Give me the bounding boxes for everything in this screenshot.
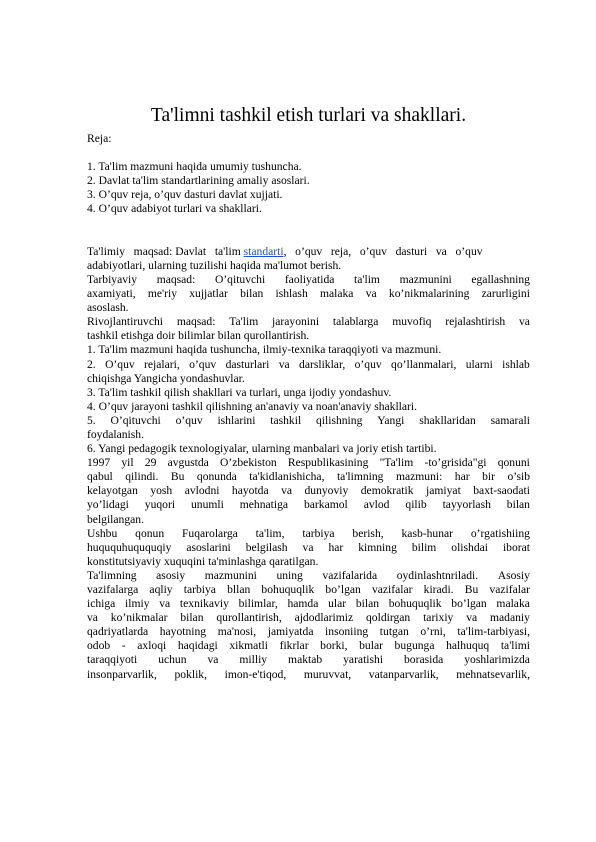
paragraph-line: foydalanish. (87, 427, 144, 441)
reja-label: Reja: (87, 132, 112, 145)
word: bir (482, 470, 495, 484)
word: qonun (135, 526, 165, 540)
word: hayotda (231, 484, 269, 498)
word: mazmuni: (395, 470, 443, 484)
word: vazifalarga (87, 583, 139, 596)
word: asosiy (156, 568, 186, 582)
text-segment: , o’quv reja, o’quv dasturi va o’quv (283, 244, 483, 258)
word: jamiyat (426, 484, 461, 498)
paragraph-line (87, 527, 530, 541)
word: maqsad: (156, 272, 196, 286)
plan-item: 3. O’quv reja, o’quv dasturi davlat xujjati. (87, 188, 283, 202)
word: dunyoviy (304, 484, 349, 498)
word: belgilash (245, 540, 288, 554)
word: va (207, 653, 219, 667)
word: muvofiq (392, 315, 432, 329)
word: Ushbu (87, 526, 118, 540)
word: bular (359, 639, 383, 653)
word: olishdai (451, 540, 488, 554)
word: fikrlar (279, 639, 309, 653)
word: qilindi. (125, 470, 159, 484)
word: maqsad: (176, 315, 216, 329)
word: darsliklar, (299, 357, 346, 371)
word: barkamol (303, 498, 348, 512)
paragraph-line (87, 611, 530, 625)
word: tashkil (270, 413, 302, 427)
word: axloqi (137, 639, 167, 653)
word: O’qituvchi (110, 413, 161, 427)
word: oydinlashtnriladi. (396, 568, 479, 582)
word: yo’lidagi (87, 498, 129, 512)
word: avgustda (167, 456, 209, 470)
paragraph-line (87, 287, 530, 301)
word: ularni (465, 357, 493, 371)
word: mehnatiga (239, 498, 289, 512)
word: ma'nosi, (217, 625, 257, 639)
word: texnikaviy (179, 597, 229, 611)
word: o’quv (189, 357, 217, 371)
word: talablarga (332, 315, 379, 329)
word: jamiyatda (267, 625, 314, 639)
word: odob (87, 639, 111, 653)
paragraph-line (87, 470, 530, 484)
paragraph-line (87, 484, 530, 498)
word: - (121, 639, 126, 653)
paragraph-line (87, 498, 530, 512)
word: bohuquqlik (261, 583, 315, 596)
word: insonparvarlik, (87, 667, 157, 681)
word: bilan (355, 597, 380, 611)
word: uning (276, 568, 303, 582)
word: taraqqiyoti (87, 653, 138, 667)
word: qonunda (196, 470, 237, 484)
word: bohuquqlik (388, 597, 442, 611)
word: o’quv (354, 357, 382, 371)
word: va (519, 315, 530, 329)
text-segment: Ta'limiy maqsad: Davlat ta'lim (87, 244, 244, 258)
word: dasturlari (225, 357, 270, 371)
paragraph-line (87, 358, 530, 372)
page-title: Ta'limni tashkil etish turlari va shakllari. (150, 105, 467, 126)
word: bilim (411, 540, 437, 554)
word: tayyorlash (442, 498, 491, 512)
word: baxt-saodati (473, 484, 530, 498)
word: Tarbiyaviy (87, 272, 138, 286)
word: jarayonini (272, 315, 320, 329)
word: huququhuququqiy (87, 540, 172, 554)
word: ko’nikmalarining (388, 287, 470, 301)
word: avlodni (184, 484, 220, 498)
word: Ta'limning (87, 568, 137, 582)
word: tarbiya (183, 583, 216, 596)
word: ta'lim (354, 272, 380, 286)
paragraph-line (87, 639, 530, 653)
word: ta'lim, (255, 526, 285, 540)
word: vazifalarida (322, 568, 378, 582)
paragraph-line: asoslash. (87, 301, 129, 315)
word: berish, (352, 526, 384, 540)
word: Fuqarolarga (181, 526, 238, 540)
word: unumli (190, 498, 224, 512)
word: bilan (506, 498, 530, 512)
word: ta'kidlanishicha, (249, 470, 325, 484)
word: ta'lim-tarbiyasi, (457, 625, 530, 639)
word: tutgan (379, 625, 409, 639)
word: me'riy (147, 287, 177, 301)
paragraph-line (87, 625, 530, 639)
word: Respublikasining (287, 456, 369, 470)
paragraph-line: 4. O’quv jarayoni tashkil qilishning an'anaviy va noan'anaviy shakllari. (87, 399, 418, 413)
word: milliy (239, 653, 268, 667)
word: uchun (158, 653, 187, 667)
word: yoshlarimizda (464, 653, 530, 667)
word: bilan (180, 611, 204, 625)
word: faoliyatida (284, 272, 335, 286)
word: insoniing (325, 625, 369, 639)
word: imon-e'tiqod, (224, 667, 287, 681)
word: va (278, 357, 290, 371)
word: mehnatsevarlik, (456, 667, 530, 681)
word: O’zbekiston (220, 456, 277, 470)
word: asoslarini (186, 540, 231, 554)
word: hamda (287, 597, 319, 611)
plan-item: 1. Ta'lim mazmuni haqida umumiy tushuncha. (87, 160, 302, 174)
word: aqliy (149, 583, 173, 596)
paragraph-line: 6. Yangi pedagogik texnologiyalar, ularning manbalari va joriy etish tartibi. (87, 442, 437, 456)
word: yaratishi (343, 653, 384, 667)
word: iborat (502, 540, 530, 554)
word: qoldirgan (366, 611, 411, 625)
word: malaka (496, 597, 530, 611)
word: ular (328, 597, 347, 611)
word: o’rgatishiing (470, 526, 530, 540)
paragraph-line: tashkil etishga doir bilimlar bilan qurollantirish. (87, 329, 310, 343)
word: bo’lgan (325, 583, 361, 596)
word: ishlash (275, 287, 308, 301)
word: bllan (227, 583, 251, 596)
paragraph-line (87, 668, 530, 682)
word: borki, (320, 639, 348, 653)
paragraph-line: adabiyotlari, ularning tuzilishi haqida ma'lumot berish. (87, 258, 342, 272)
paragraph-line (87, 583, 530, 597)
word: Rivojlantiruvchi (87, 315, 163, 329)
word: hayotning (159, 625, 207, 639)
word: qo’llanmalari, (391, 357, 457, 371)
word: vazifalar (371, 583, 413, 596)
word: bugunga (394, 639, 435, 653)
word: tarixiy (423, 611, 454, 625)
paragraph-line: konstitutsiyaviy xuquqini ta'minlashga qaratilgan. (87, 554, 319, 568)
word: demokratik (360, 484, 414, 498)
word: har (454, 470, 470, 484)
word: qabul (87, 470, 113, 484)
word: 1997 (87, 456, 111, 470)
word: qadriyatlarda (87, 625, 149, 639)
spacer (87, 146, 530, 160)
word: xikmatli (229, 639, 268, 653)
paragraph-line (87, 414, 530, 428)
word: mazmunini (399, 272, 452, 286)
paragraph-line: chiqishga Yangicha yondashuvlar. (87, 371, 245, 385)
word: ko’nikmalar (110, 611, 168, 625)
word: o’quv (175, 413, 203, 427)
paragraph-line: 3. Ta'lim tashkil qilish shakllari va turlari, unga ijodiy yondashuv. (87, 385, 392, 399)
word: axamiyati, (87, 287, 136, 301)
word: ichiga (87, 597, 116, 611)
word: egallashning (471, 272, 530, 286)
word: va (365, 287, 377, 301)
word: va (281, 484, 293, 498)
plan-item: 4. O’quv adabiyot turlari va shakllari. (87, 202, 262, 216)
word: haqidagi (177, 639, 218, 653)
word: avlod (363, 498, 390, 512)
word: qilishning (315, 413, 363, 427)
word: Yangi (377, 413, 405, 427)
word: bilan (240, 287, 264, 301)
word: kelayotgan (87, 484, 138, 498)
word: halhuquq (446, 639, 490, 653)
paragraph-line (87, 569, 530, 583)
word: yil (121, 456, 134, 470)
word: ajdodlarimiz (294, 611, 354, 625)
spacer (87, 231, 530, 245)
word: ishlab (502, 357, 530, 371)
word: "Ta'lim (379, 456, 414, 470)
paragraph-line: belgilangan. (87, 512, 144, 526)
word: poklik, (174, 667, 207, 681)
paragraph-line (87, 456, 530, 470)
word: va (466, 611, 478, 625)
word: Asosiy (497, 568, 530, 582)
word: mazmunini (204, 568, 257, 582)
word: ilmiy (125, 597, 150, 611)
word: madaniy (489, 611, 530, 625)
word: kimning (358, 540, 397, 554)
word: ta'limi (500, 639, 530, 653)
standarti-link[interactable]: standarti (243, 244, 284, 258)
paragraph-line (87, 315, 530, 329)
word: va (87, 611, 98, 625)
word: kasb-hunar (401, 526, 454, 540)
word: o’sib (507, 470, 530, 484)
word: bilimlar, (238, 597, 278, 611)
word: va (159, 597, 171, 611)
word: yuqori (144, 498, 176, 512)
word: zarurligini (481, 287, 530, 301)
word: tarbiya (302, 526, 335, 540)
word: o’rni, (420, 625, 446, 639)
word: O’qituvchi (214, 272, 266, 286)
word: qurollantirish, (216, 611, 282, 625)
word: muruvvat, (303, 667, 352, 681)
word: ishlarini (217, 413, 256, 427)
word: rejalashtirish (445, 315, 506, 329)
word: yosh (150, 484, 173, 498)
word: qonuni (497, 456, 530, 470)
paragraph-line: 1. Ta'lim mazmuni haqida tushuncha, ilmiy-texnika taraqqiyoti va mazmuni. (87, 343, 442, 357)
word: vatanparvarlik, (368, 667, 439, 681)
word: Bu (464, 583, 479, 596)
word: -to’grisida"gi (424, 456, 487, 470)
word: qilib (405, 498, 427, 512)
spacer (87, 217, 530, 231)
word: har (328, 540, 344, 554)
word: Bu (170, 470, 185, 484)
paragraph-line (87, 597, 530, 611)
word: rejalari, (144, 357, 180, 371)
paragraph-line (87, 653, 530, 667)
word: kiradi. (423, 583, 454, 596)
word: malaka (319, 287, 354, 301)
word: xujjatlar (189, 287, 228, 301)
word: Ta'lim (229, 315, 259, 329)
word: shakllaridan (419, 413, 476, 427)
word: va (302, 540, 314, 554)
body-text (87, 273, 530, 682)
document-page (87, 104, 530, 682)
paragraph-line (87, 273, 530, 287)
word: ta'limning (336, 470, 384, 484)
word: samarali (490, 413, 530, 427)
paragraph-line (87, 541, 530, 555)
word: 5. (87, 413, 96, 427)
plan-item: 2. Davlat ta'lim standartlarining amaliy asoslari. (87, 174, 310, 188)
word: O’quv (105, 357, 135, 371)
word: maktab (288, 653, 323, 667)
paragraph-line (87, 245, 530, 259)
word: 29 (144, 456, 157, 470)
word: bo’lgan (451, 597, 487, 611)
word: borasida (404, 653, 444, 667)
word: vazifalar (489, 583, 530, 596)
word: 2. (87, 357, 96, 371)
